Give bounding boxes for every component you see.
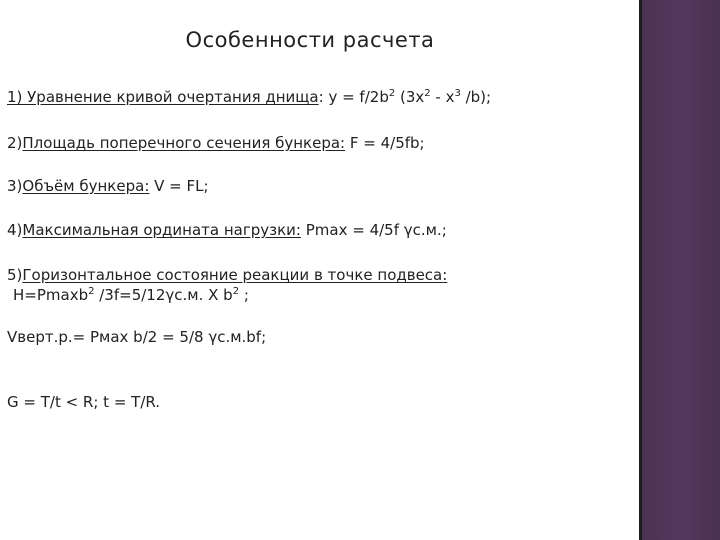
item-3-formula: V = FL;	[149, 177, 209, 195]
item-2-formula: F = 4/5fb;	[345, 134, 425, 152]
vertical-reaction-formula: Vверт.р.= Рмах b/2 = 5/8 γс.м.bf;	[7, 328, 267, 346]
item-5-colon: :	[442, 266, 448, 284]
item-3-prefix: 3)	[7, 177, 23, 195]
item-5-formula-c: ;	[239, 286, 249, 304]
item-1-formula-b: (3x	[395, 88, 425, 106]
item-1-formula-d: /b);	[460, 88, 492, 106]
item-3-volume	[7, 177, 209, 195]
item-1-curve-equation	[7, 88, 491, 106]
item-1-sup-b: 2	[424, 88, 431, 99]
item-4-max-load	[7, 221, 447, 239]
item-4-formula: Pmax = 4/5f γс.м.;	[300, 221, 447, 239]
final-formula: G = T/t < R; t = T/R.	[7, 393, 161, 411]
item-3-colon: :	[144, 177, 150, 195]
item-5-sup-a: 2	[88, 286, 95, 297]
decorative-side-panel	[642, 0, 720, 540]
item-4-prefix: 4)	[7, 221, 23, 239]
item-1-sup-a: 2	[388, 88, 396, 99]
item-5-horizontal-reaction	[7, 266, 447, 284]
item-5-formula-b: /3f=5/12γс.м. Х b	[94, 286, 233, 304]
item-2-colon: :	[340, 134, 346, 152]
item-5-sup-b: 2	[232, 286, 240, 297]
item-2-cross-section	[7, 134, 425, 152]
item-1-label: 1) Уравнение кривой очертания днища	[7, 88, 319, 106]
slide-title: Особенности расчета	[185, 28, 435, 52]
item-1-colon: :	[318, 88, 324, 106]
item-1-sup-c: 3	[454, 88, 461, 99]
item-5-formula-a: H=Pmaxb	[13, 286, 89, 304]
item-5-prefix: 5)	[7, 266, 23, 284]
item-3-label: Объём бункера	[22, 177, 145, 195]
item-4-label: Максимальная ордината нагрузки	[22, 221, 296, 239]
item-5-formula-line	[13, 286, 249, 304]
item-5-label: Горизонтальное состояние реакции в точке подвеса	[22, 266, 443, 284]
item-4-colon: :	[295, 221, 301, 239]
item-1-formula-c: - x	[430, 88, 455, 106]
item-2-label: Площадь поперечного сечения бункера	[22, 134, 341, 152]
item-1-formula-a: y = f/2b	[323, 88, 389, 106]
item-2-prefix: 2)	[7, 134, 23, 152]
